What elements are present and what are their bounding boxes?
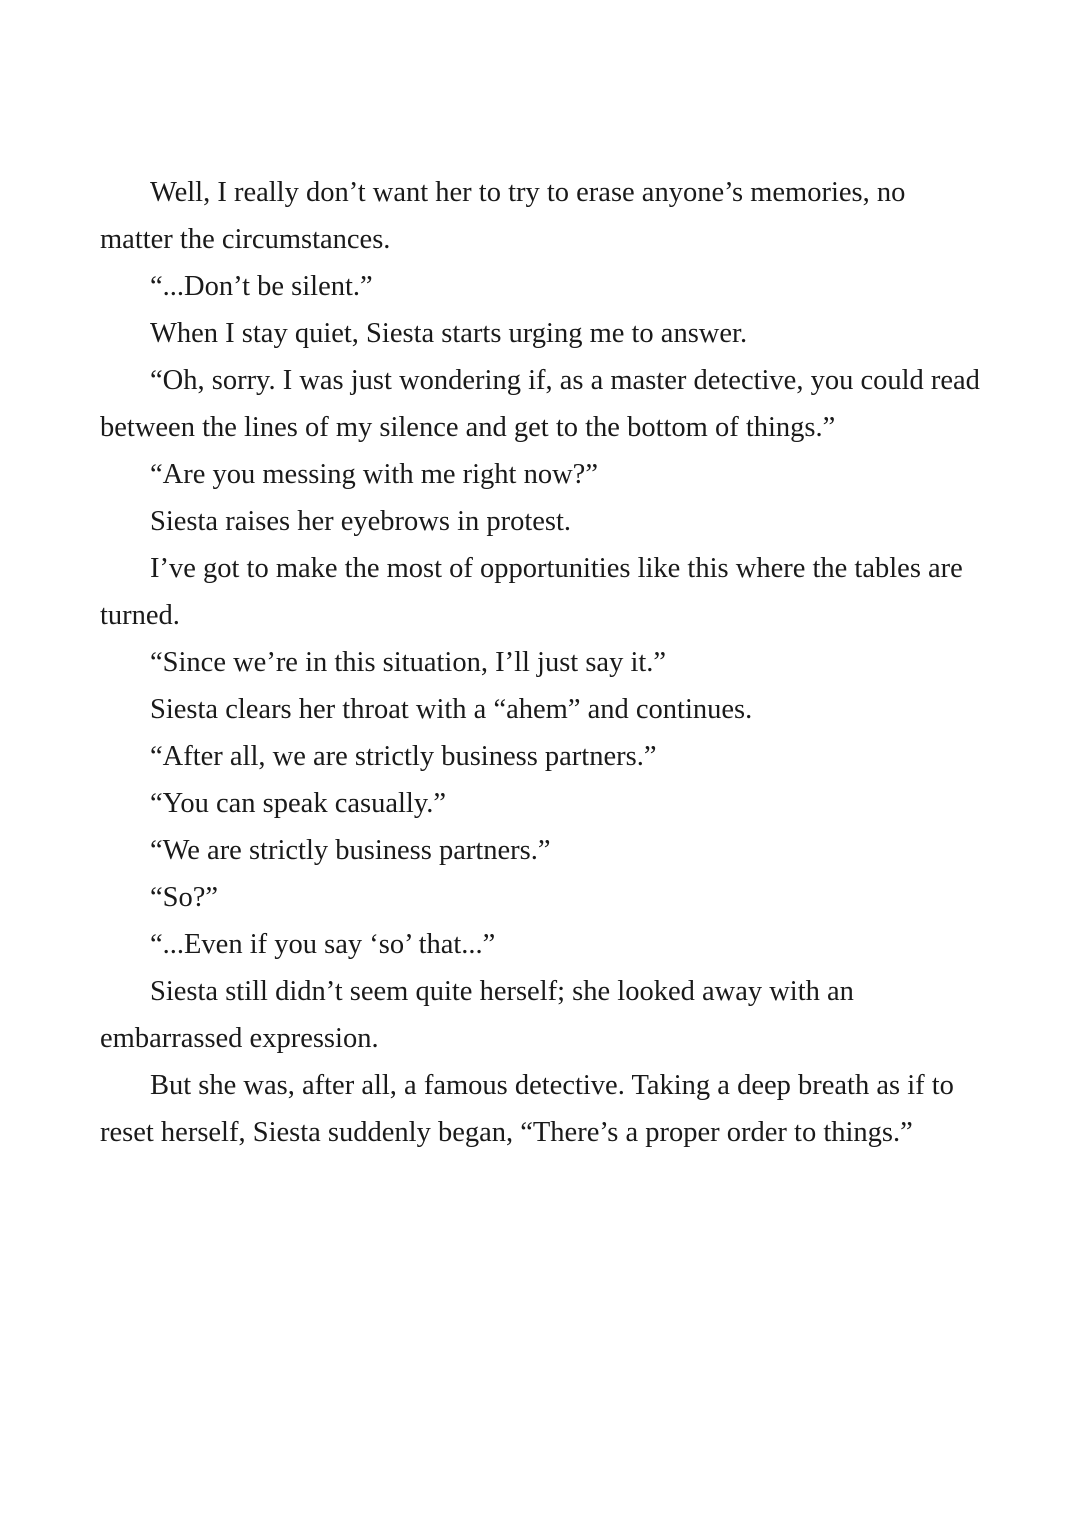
paragraph: “Are you messing with me right now?” xyxy=(150,459,598,490)
paragraph: But she was, after all, a famous detective. Taking a deep breath as if to reset herself, Siesta suddenly began, “There’s a proper order to things.” xyxy=(100,1070,954,1148)
paragraph: “We are strictly business partners.” xyxy=(150,835,551,866)
paragraph: Siesta still didn’t seem quite herself; she looked away with an embarrassed expression. xyxy=(100,976,854,1054)
paragraph: Siesta raises her eyebrows in protest. xyxy=(150,506,572,537)
paragraph: I’ve got to make the most of opportunities like this where the tables are turned. xyxy=(100,553,963,631)
paragraph: “You can speak casually.” xyxy=(150,788,446,819)
paragraph: When I stay quiet, Siesta starts urging me to answer. xyxy=(150,318,748,349)
paragraph: Well, I really don’t want her to try to erase anyone’s memories, no matter the circumstances. xyxy=(100,177,906,255)
body-text xyxy=(100,169,980,1156)
paragraph: “Oh, sorry. I was just wondering if, as a master detective, you could read between the lines of my silence and get to the bottom of things.” xyxy=(100,365,980,443)
paragraph: “So?” xyxy=(150,882,219,913)
paragraph: “...Don’t be silent.” xyxy=(150,271,373,302)
paragraph: “...Even if you say ‘so’ that...” xyxy=(150,929,496,960)
paragraph: Siesta clears her throat with a “ahem” and continues. xyxy=(150,694,753,725)
paragraph: “Since we’re in this situation, I’ll just say it.” xyxy=(150,647,667,678)
paragraph: “After all, we are strictly business partners.” xyxy=(150,741,657,772)
